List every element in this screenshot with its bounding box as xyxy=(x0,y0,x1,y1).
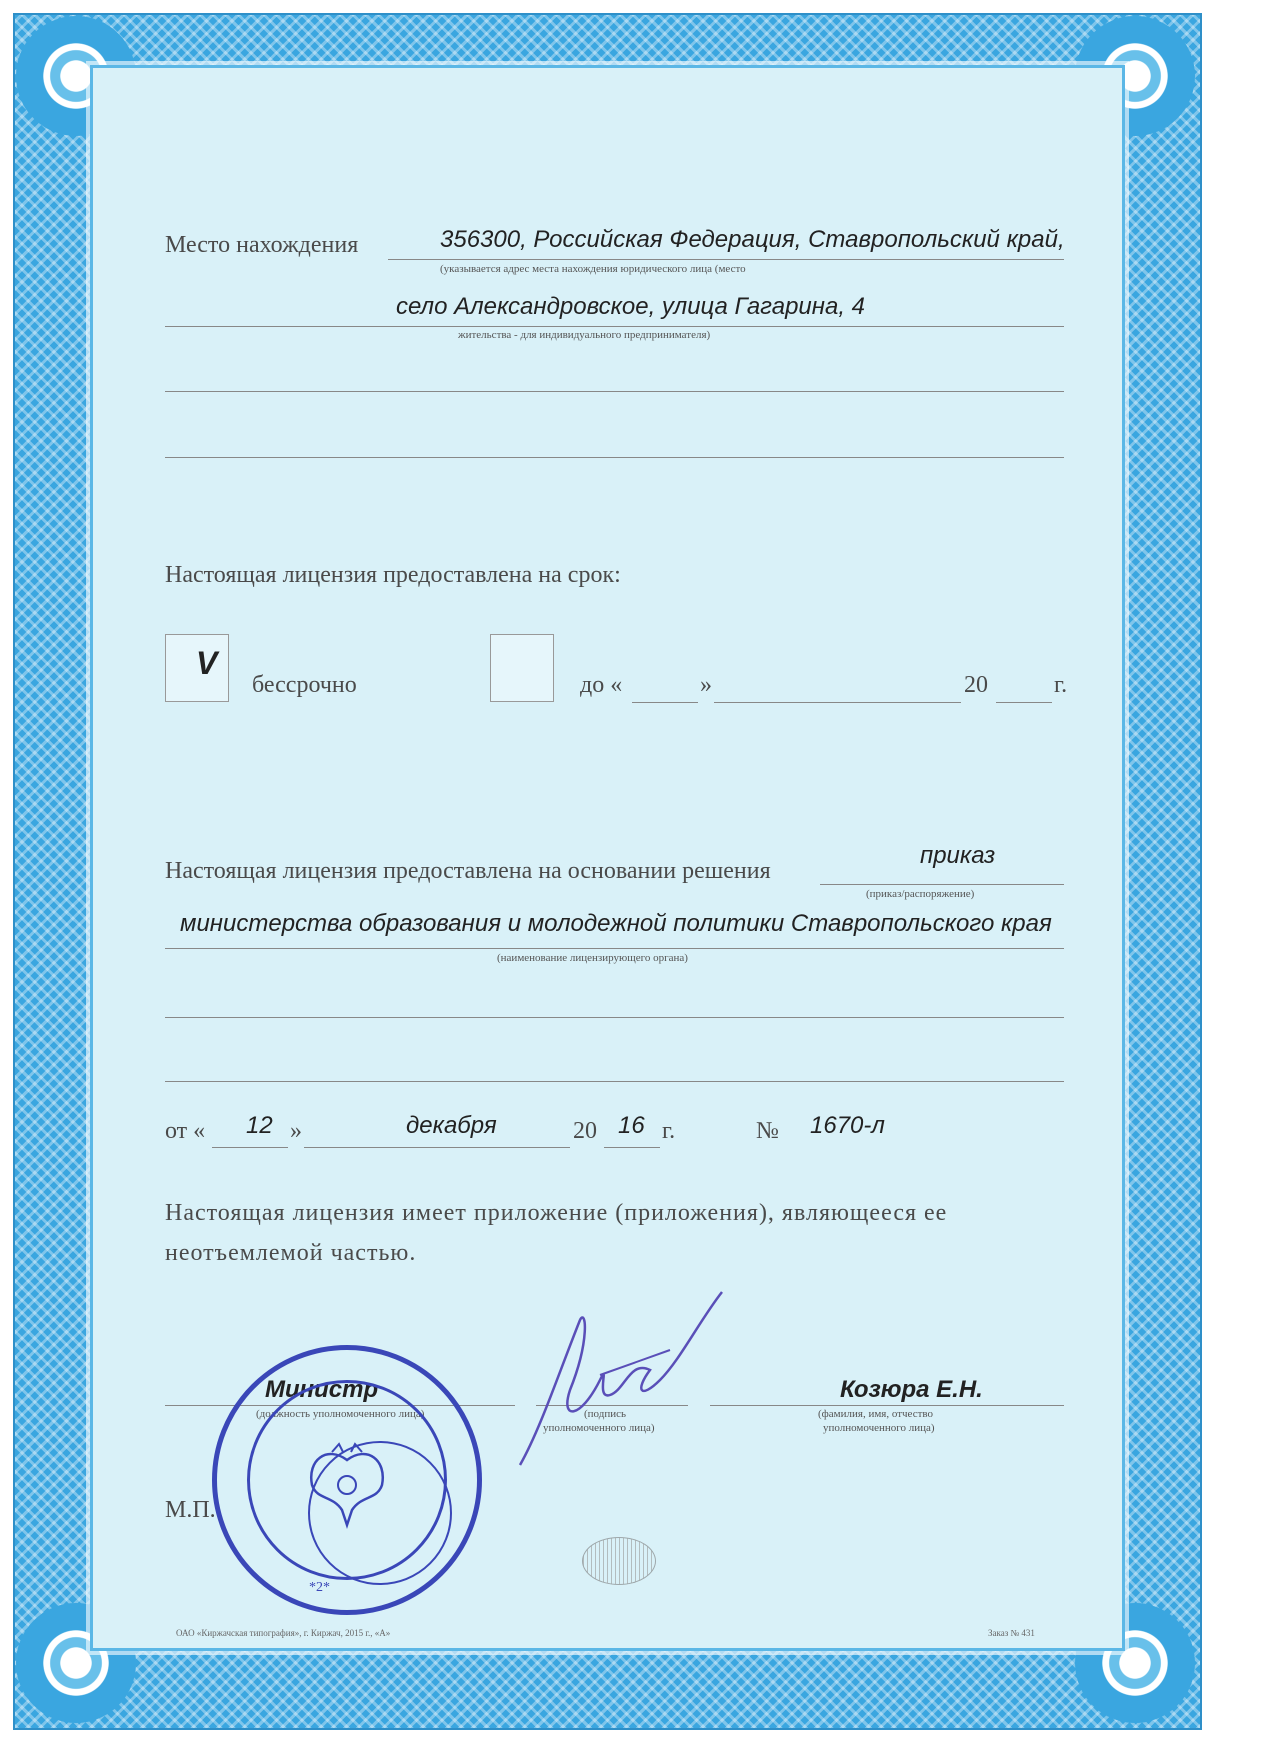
authority-hint: (наименование лицензирующего органа) xyxy=(497,952,688,964)
date-month: декабря xyxy=(406,1112,497,1139)
name-hint-2: уполномоченного лица) xyxy=(823,1422,935,1434)
decision-hint: (приказ/распоряжение) xyxy=(866,888,975,900)
term-label: Настоящая лицензия предоставлена на срок: xyxy=(165,562,621,588)
date-quote-close: » xyxy=(290,1118,302,1144)
signer-position: Министр xyxy=(265,1376,379,1403)
date-year-line xyxy=(604,1147,660,1148)
until-day-line xyxy=(632,702,698,703)
checkbox-until xyxy=(490,634,554,702)
basis-label: Настоящая лицензия предоставлена на основании решения xyxy=(165,858,771,884)
seal-number: *2* xyxy=(309,1580,330,1595)
position-hint: (должность уполномоченного лица) xyxy=(256,1408,425,1420)
printer-mark-icon xyxy=(582,1537,656,1585)
date-month-line xyxy=(304,1147,570,1148)
name-underline xyxy=(710,1405,1064,1406)
address-hint-1: (указывается адрес места нахождения юридического лица (место xyxy=(440,263,746,275)
appendix-text-line-1: Настоящая лицензия имеет приложение (приложения), являющееся ее xyxy=(165,1200,948,1226)
address-underline-2 xyxy=(165,326,1064,327)
check-mark-icon: V xyxy=(196,645,218,681)
until-year-suffix: г. xyxy=(1054,672,1068,698)
official-seal xyxy=(212,1345,482,1615)
location-label: Место нахождения xyxy=(165,232,359,258)
signer-name: Козюра Е.Н. xyxy=(840,1376,983,1403)
mp-label: М.П. xyxy=(165,1497,216,1523)
until-year-prefix: 20 xyxy=(964,672,988,698)
checkbox-unlimited xyxy=(165,634,229,702)
date-year: 16 xyxy=(618,1112,645,1139)
blank-line xyxy=(165,391,1064,392)
authority-underline xyxy=(165,948,1064,949)
address-underline-1 xyxy=(388,259,1064,260)
address-line-1: 356300, Российская Федерация, Ставропольский край, xyxy=(440,226,1065,253)
until-year-line xyxy=(996,702,1052,703)
until-month-line xyxy=(714,702,961,703)
blank-line xyxy=(165,1081,1064,1082)
address-line-2: село Александровское, улица Гагарина, 4 xyxy=(396,293,866,320)
decision-type: приказ xyxy=(920,842,996,869)
number-sign: № xyxy=(756,1118,779,1144)
address-hint-2: жительства - для индивидуального предпринимателя) xyxy=(458,329,711,341)
until-prefix: до « xyxy=(580,672,623,698)
license-number: 1670-л xyxy=(810,1112,885,1139)
sign-hint-1: (подпись xyxy=(584,1408,627,1420)
until-quote-close: » xyxy=(700,672,712,698)
order-number: Заказ № 431 xyxy=(988,1628,1035,1638)
date-year-prefix: 20 xyxy=(573,1118,597,1144)
name-hint-1: (фамилия, имя, отчество xyxy=(818,1408,934,1420)
printer-info: ОАО «Киржачская типография», г. Киржач, 2015 г., «А» xyxy=(176,1628,391,1638)
double-headed-eagle-icon xyxy=(297,1440,397,1530)
date-day: 12 xyxy=(246,1112,273,1139)
authority-name: министерства образования и молодежной политики Ставропольского края xyxy=(180,910,1052,937)
signature-scribble-icon xyxy=(500,1280,740,1480)
date-from-prefix: от « xyxy=(165,1118,206,1144)
date-day-line xyxy=(212,1147,288,1148)
blank-line xyxy=(165,1017,1064,1018)
decision-underline xyxy=(820,884,1064,885)
sign-hint-2: уполномоченного лица) xyxy=(543,1422,655,1434)
blank-line xyxy=(165,457,1064,458)
appendix-text-line-2: неотъемлемой частью. xyxy=(165,1240,417,1266)
unlimited-label: бессрочно xyxy=(252,672,357,698)
date-year-suffix: г. xyxy=(662,1118,676,1144)
